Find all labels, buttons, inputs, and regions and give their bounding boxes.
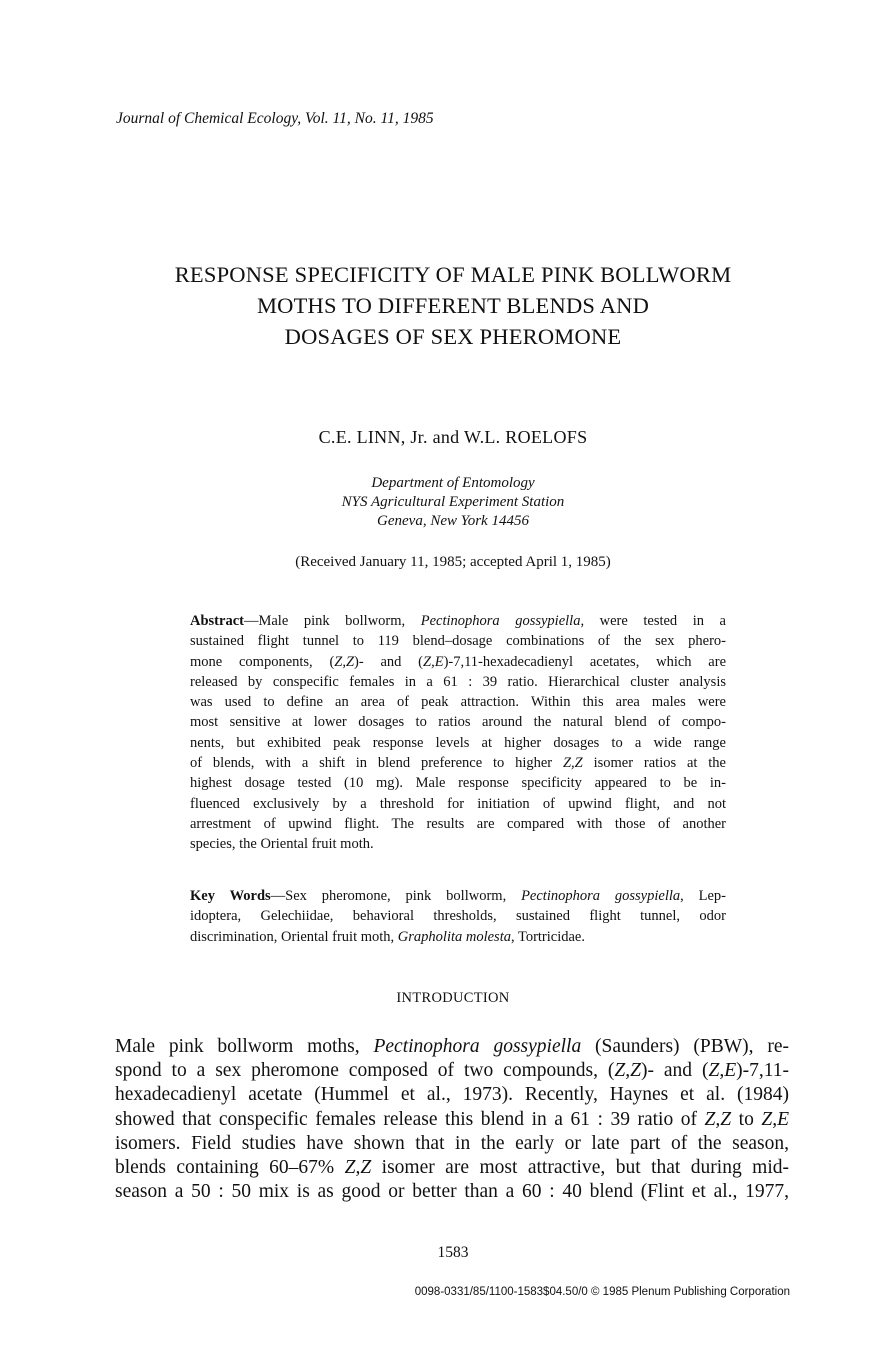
title-line-1: RESPONSE SPECIFICITY OF MALE PINK BOLLWORM (174, 262, 732, 287)
isomer-label: Z,E (761, 1108, 789, 1130)
keywords-text: , Tortricidae. (510, 928, 585, 945)
received-dates: (Received January 11, 1985; accepted April 1, 1985) (295, 554, 611, 570)
abstract-text: )-7,11-hexadecadienyl acetates, which are (443, 653, 727, 670)
isomer-label: Z,E (423, 653, 444, 670)
title-line-2: MOTHS TO DIFFERENT BLENDS AND (256, 293, 650, 318)
body-text: isomer are most attractive, but that during mid- (371, 1157, 790, 1179)
body-text: (Saunders) (PBW), re- (581, 1036, 789, 1057)
body-text: spond to a sex pheromone composed of two compounds, ( (115, 1060, 615, 1082)
authors: C.E. LINN, Jr. and W.L. ROELOFS (318, 427, 588, 447)
journal-citation: Journal of Chemical Ecology, Vol. 11, No. 11, 1985 (116, 110, 434, 127)
abstract-line: released by conspecific females in a 61 : 39 ratio. Hierarchical cluster analysis (190, 673, 726, 690)
abstract-line: most sensitive at lower dosages to ratios around the natural blend of compo- (190, 714, 726, 731)
abstract-label: Abstract (190, 613, 244, 629)
abstract-text: , were tested in a (580, 613, 726, 629)
abstract-text: —Male pink bollworm, (243, 613, 421, 629)
isomer-label: Z,E (708, 1060, 737, 1082)
body-line: hexadecadienyl acetate (Hummel et al., 1973). Recently, Haynes et al. (1984) (115, 1084, 789, 1106)
species-name: Grapholita molesta (397, 928, 511, 945)
body-text: Male pink bollworm moths, (115, 1036, 374, 1057)
species-name: Pectinophora gossypiella (420, 613, 581, 629)
abstract-text: )- and ( (354, 653, 424, 670)
affiliation-location: Geneva, New York 14456 (377, 513, 529, 529)
paper-title (60, 259, 846, 352)
species-name: Pectinophora gossypiella (521, 888, 681, 904)
keywords-text: discrimination, Oriental fruit moth, (190, 928, 398, 945)
abstract-line: species, the Oriental fruit moth. (190, 836, 374, 853)
affiliation (60, 474, 846, 531)
body-line (115, 1156, 789, 1180)
body-text: )-7,11- (736, 1060, 790, 1082)
abstract-line: was used to define an area of peak attraction. Within this area males were (190, 694, 726, 711)
body-text: showed that conspecific females release this blend in a 61 : 39 ratio of (115, 1108, 705, 1130)
abstract-text: mone components, ( (190, 653, 335, 670)
copyright-notice: 0098-0331/85/1100-1583$04.50/0 © 1985 Plenum Publishing Corporation (414, 1286, 790, 1298)
affiliation-institution: NYS Agricultural Experiment Station (341, 494, 565, 510)
abstract-line: nents, but exhibited peak response levels at higher dosages to a wide range (190, 734, 726, 751)
introduction-body (115, 1035, 789, 1204)
abstract-text: of blends, with a shift in blend preference to higher (190, 755, 563, 772)
affiliation-department: Department of Entomology (371, 475, 535, 491)
isomer-label: Z,Z (614, 1060, 641, 1082)
keywords-text: —Sex pheromone, pink bollworm, (270, 888, 522, 904)
abstract-line: highest dosage tested (10 mg). Male response specificity appeared to be in- (190, 775, 726, 792)
isomer-label: Z,Z (704, 1108, 732, 1130)
body-text: )- and ( (640, 1060, 709, 1082)
keywords-line (190, 886, 726, 906)
isomer-label: Z,Z (344, 1157, 372, 1179)
title-line-3: DOSAGES OF SEX PHEROMONE (284, 324, 622, 349)
body-line (115, 1035, 789, 1059)
abstract-line (190, 753, 726, 773)
keywords-line (190, 927, 726, 947)
species-name: Pectinophora gossypiella (373, 1036, 582, 1057)
keywords-label: Key Words (190, 888, 271, 904)
abstract-line: fluenced exclusively by a threshold for initiation of upwind flight, and not (190, 795, 726, 812)
abstract-text: isomer ratios at the (582, 755, 726, 772)
keywords-line: idoptera, Gelechiidae, behavioral thresholds, sustained flight tunnel, odor (190, 908, 726, 925)
key-words (190, 886, 726, 947)
body-line (115, 1059, 789, 1083)
body-text: blends containing 60–67% (115, 1157, 345, 1179)
abstract-line: sustained flight tunnel to 119 blend–dosage combinations of the sex phero- (190, 633, 726, 650)
section-heading-introduction: INTRODUCTION (396, 990, 510, 1006)
body-text: to (731, 1108, 762, 1130)
body-line: season a 50 : 50 mix is as good or better than a 60 : 40 blend (Flint et al., 1977, (115, 1181, 789, 1203)
abstract-line (190, 652, 726, 672)
body-line: isomers. Field studies have shown that in the early or late part of the season, (115, 1132, 789, 1154)
isomer-label: Z,Z (334, 653, 355, 670)
isomer-label: Z,Z (562, 755, 583, 772)
body-line (115, 1108, 789, 1132)
page-number: 1583 (437, 1244, 469, 1261)
abstract (190, 611, 726, 855)
abstract-line (190, 611, 726, 631)
keywords-text: , Lep- (680, 888, 726, 904)
abstract-line: arrestment of upwind flight. The results are compared with those of another (190, 815, 726, 832)
